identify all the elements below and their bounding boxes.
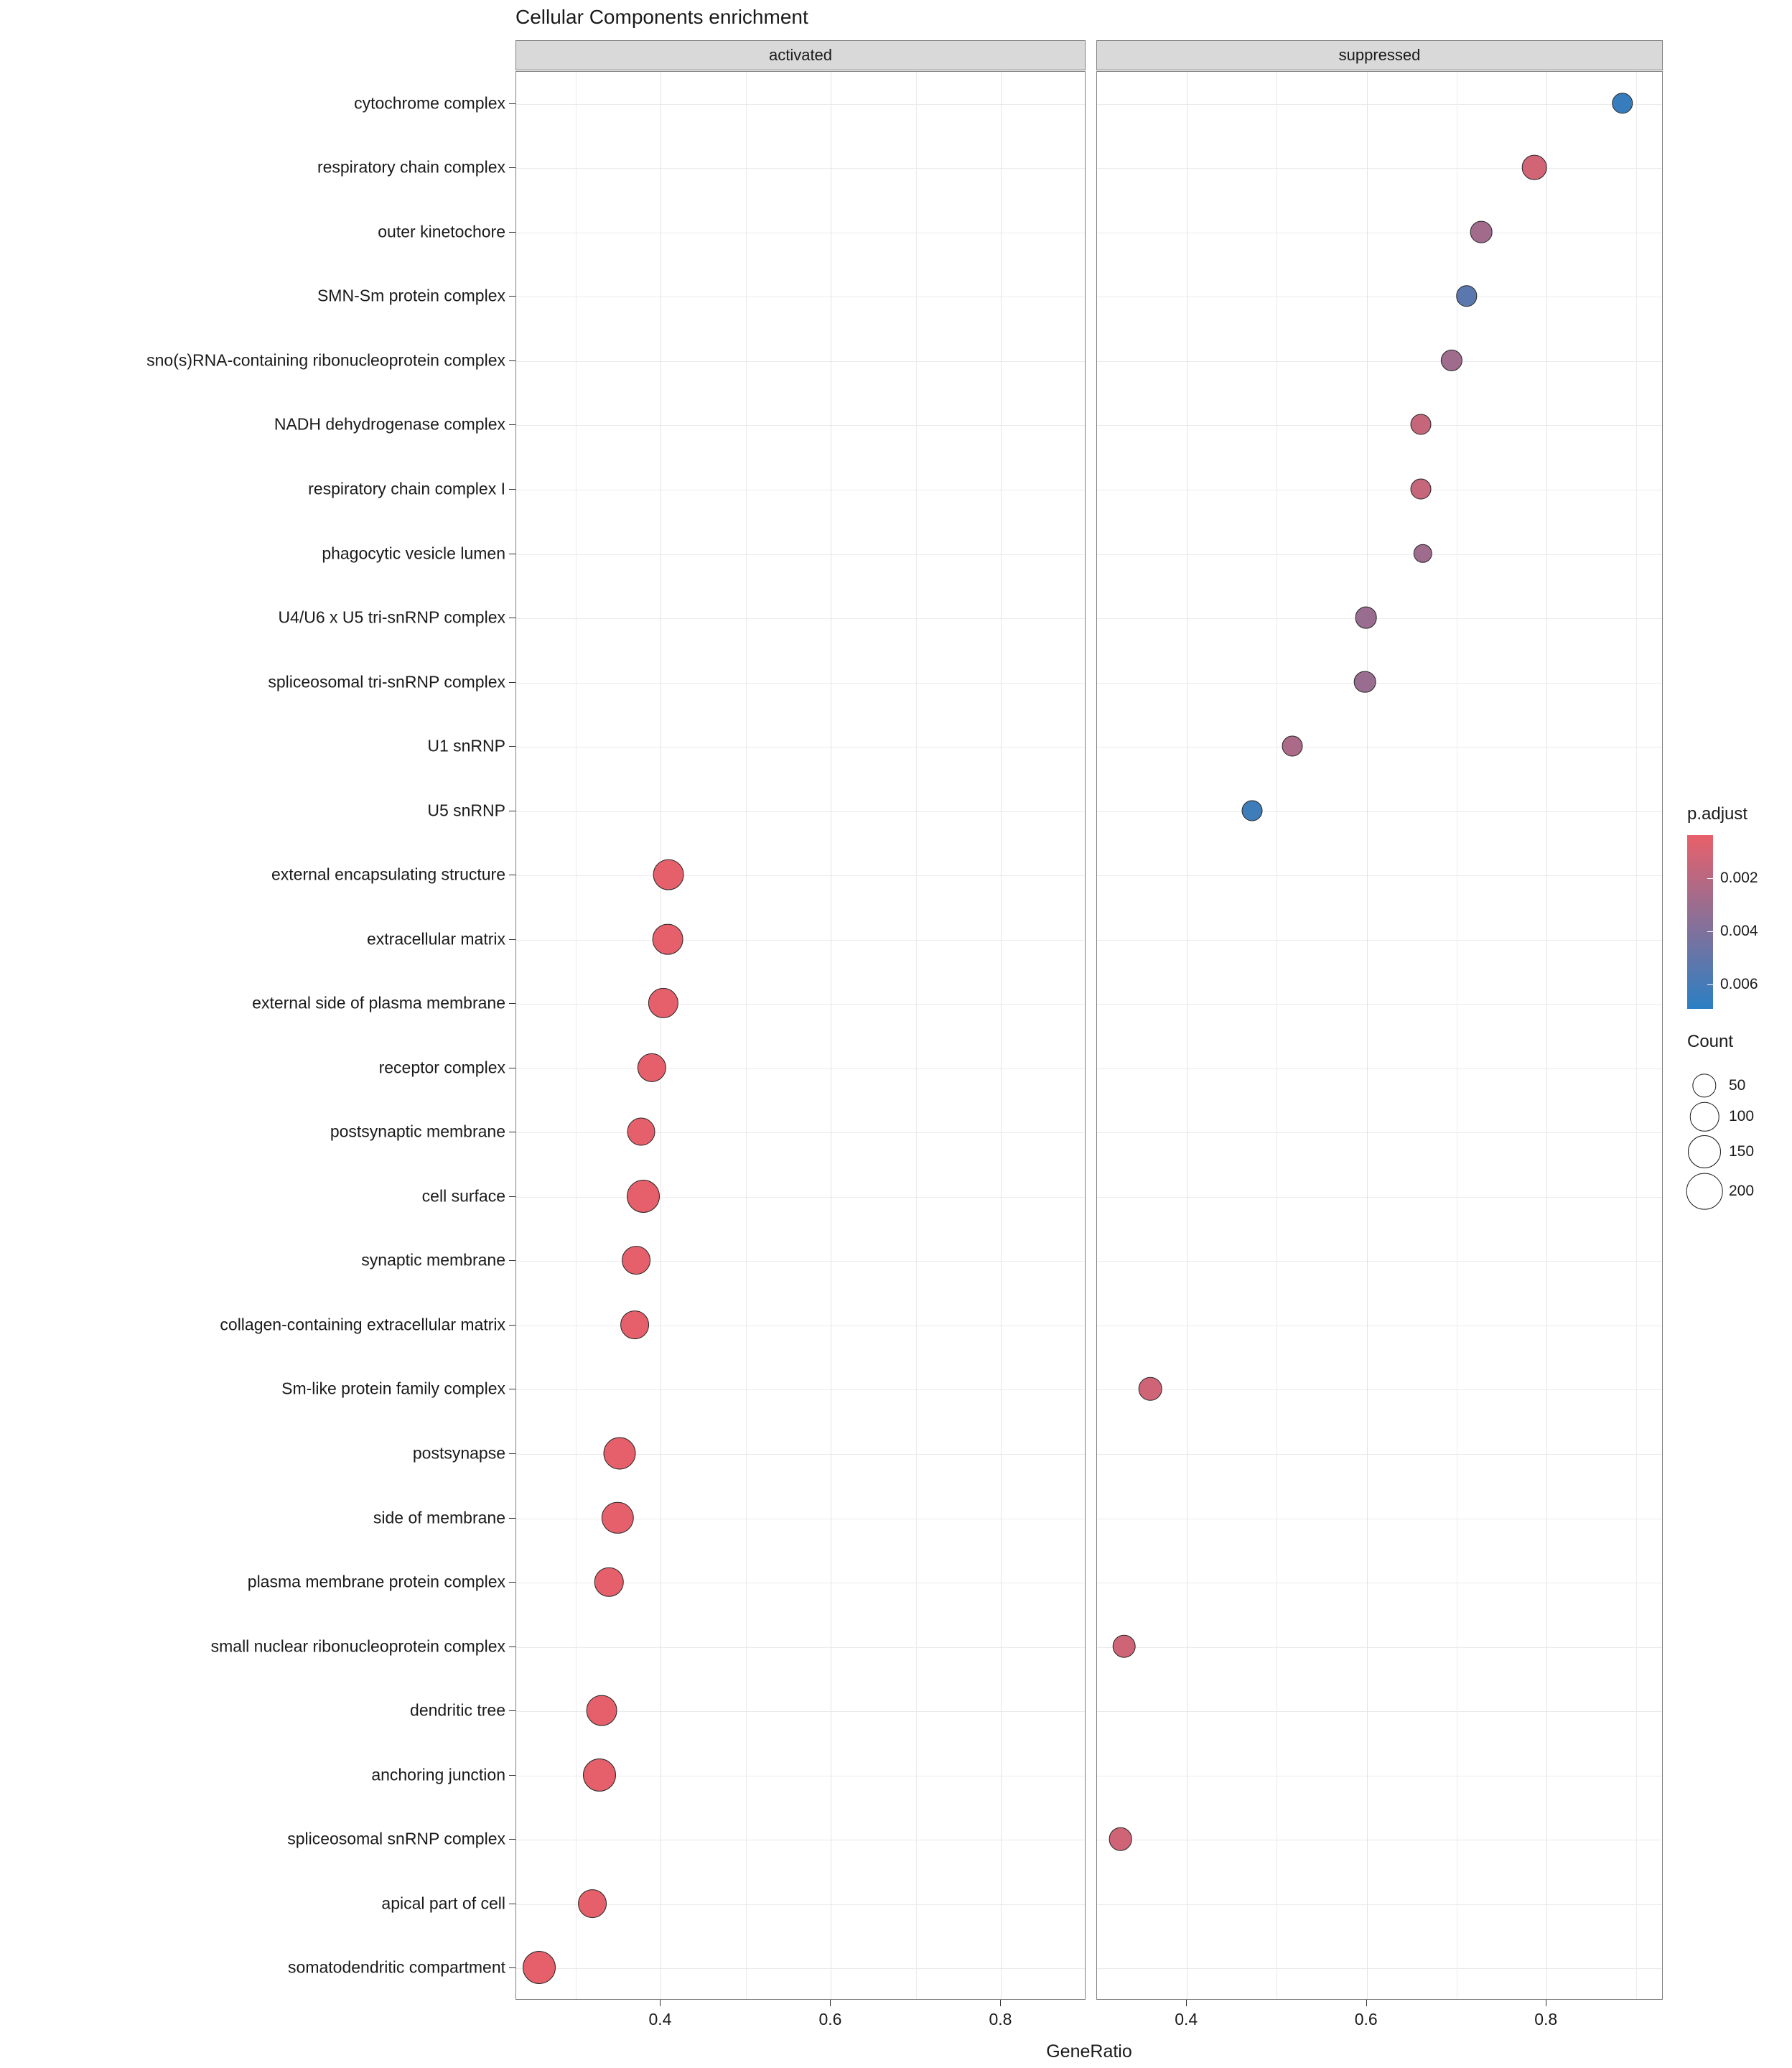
data-point xyxy=(627,1118,655,1146)
gridline-horizontal xyxy=(516,683,1085,684)
y-axis-tick xyxy=(509,1260,515,1261)
data-point xyxy=(1241,800,1262,821)
data-point xyxy=(1109,1827,1133,1851)
gridline-horizontal xyxy=(1097,425,1662,426)
data-point xyxy=(1522,155,1547,180)
y-axis-tick-label: external encapsulating structure xyxy=(271,865,505,884)
y-axis-tick xyxy=(509,1003,515,1004)
y-axis-tick-label: Sm-like protein family complex xyxy=(281,1379,505,1398)
data-point xyxy=(1411,414,1432,435)
data-point xyxy=(523,1951,556,1984)
gridline-horizontal xyxy=(1097,1647,1662,1648)
gridline-horizontal xyxy=(516,1261,1085,1262)
y-axis-tick-label: respiratory chain complex xyxy=(317,157,505,177)
gridline-vertical-minor xyxy=(746,72,747,1999)
gridline-horizontal xyxy=(1097,1454,1662,1455)
y-axis-tick xyxy=(509,1967,515,1968)
data-point xyxy=(603,1437,635,1469)
y-axis-tick xyxy=(509,939,515,940)
gridline-horizontal xyxy=(1097,940,1662,941)
y-axis-tick-label: receptor complex xyxy=(378,1058,505,1077)
legend-title-padjust: p.adjust xyxy=(1687,804,1748,824)
legend-colorbar-tick xyxy=(1707,984,1713,985)
gridline-horizontal xyxy=(516,1647,1085,1648)
legend-colorbar-label: 0.006 xyxy=(1720,976,1758,993)
gridline-vertical xyxy=(1001,72,1002,1999)
legend-title-count: Count xyxy=(1687,1032,1734,1051)
legend-colorbar-tick xyxy=(1707,878,1713,879)
y-axis-tick xyxy=(509,296,515,297)
x-axis-tick-label: 0.6 xyxy=(818,2010,842,2029)
legend-size-circle xyxy=(1686,1173,1723,1210)
y-axis-tick xyxy=(509,424,515,425)
gridline-horizontal xyxy=(1097,554,1662,555)
gridline-horizontal xyxy=(1097,1068,1662,1069)
legend-size-label: 200 xyxy=(1729,1183,1755,1199)
y-axis-tick-label: U5 snRNP xyxy=(427,801,505,820)
gridline-horizontal xyxy=(1097,1197,1662,1198)
y-axis-tick-label: external side of plasma membrane xyxy=(252,993,505,1012)
x-axis-title: GeneRatio xyxy=(1046,2041,1132,2062)
y-axis-tick-label: cell surface xyxy=(421,1186,505,1206)
y-axis-tick xyxy=(509,1775,515,1776)
gridline-horizontal xyxy=(1097,1968,1662,1969)
gridline-horizontal xyxy=(516,1968,1085,1969)
data-point xyxy=(1282,736,1303,757)
y-axis-tick xyxy=(509,1582,515,1583)
data-point xyxy=(1139,1377,1162,1401)
y-axis-tick xyxy=(509,1710,515,1711)
gridline-horizontal xyxy=(1097,1132,1662,1133)
y-axis-tick xyxy=(509,682,515,683)
data-point xyxy=(627,1180,660,1213)
data-point xyxy=(583,1759,616,1792)
y-axis-tick-label: phagocytic vesicle lumen xyxy=(322,544,505,562)
x-axis-tick xyxy=(1186,2000,1187,2006)
x-axis-tick xyxy=(1000,2000,1001,2006)
legend-colorbar-tick xyxy=(1707,931,1713,932)
y-axis-tick-label: postsynaptic membrane xyxy=(330,1122,505,1141)
gridline-horizontal xyxy=(516,1389,1085,1390)
gridline-horizontal xyxy=(516,618,1085,619)
y-axis-tick xyxy=(509,1453,515,1454)
gridline-horizontal xyxy=(516,425,1085,426)
data-point xyxy=(1113,1634,1137,1658)
data-point xyxy=(1411,478,1432,499)
gridline-horizontal xyxy=(516,940,1085,941)
gridline-horizontal xyxy=(516,1132,1085,1133)
y-axis-tick xyxy=(509,1196,515,1197)
legend-size-label: 150 xyxy=(1729,1143,1755,1160)
y-axis-tick-label: anchoring junction xyxy=(371,1765,505,1784)
legend-size-label: 100 xyxy=(1729,1108,1755,1124)
data-point xyxy=(578,1889,607,1918)
y-axis-tick-label: apical part of cell xyxy=(381,1894,505,1913)
legend-size-circle xyxy=(1690,1102,1719,1132)
gridline-horizontal xyxy=(1097,104,1662,105)
x-axis-tick xyxy=(830,2000,831,2006)
gridline-vertical-minor xyxy=(576,72,577,1999)
y-axis-tick-label: respiratory chain complex I xyxy=(308,479,505,498)
y-axis-tick xyxy=(509,746,515,747)
y-axis-tick xyxy=(509,1325,515,1326)
x-axis-tick-label: 0.4 xyxy=(1175,2010,1198,2029)
legend-size-label: 50 xyxy=(1729,1077,1746,1094)
y-axis-tick-label: U1 snRNP xyxy=(427,736,505,755)
gridline-horizontal xyxy=(516,1004,1085,1005)
chart-title: Cellular Components enrichment xyxy=(515,6,808,28)
data-point xyxy=(653,860,684,890)
gridline-horizontal xyxy=(516,1454,1085,1455)
y-axis-tick-label: postsynapse xyxy=(412,1443,505,1463)
y-axis-tick-label: NADH dehydrogenase complex xyxy=(274,414,505,434)
facet-strip-suppressed: suppressed xyxy=(1096,40,1663,70)
gridline-horizontal xyxy=(1097,875,1662,876)
gridline-horizontal xyxy=(1097,618,1662,619)
gridline-horizontal xyxy=(516,168,1085,169)
gridline-vertical xyxy=(1367,72,1368,1999)
gridline-horizontal xyxy=(516,1068,1085,1069)
gridline-horizontal xyxy=(516,811,1085,812)
y-axis-tick-label: synaptic membrane xyxy=(361,1250,505,1270)
gridline-horizontal xyxy=(1097,168,1662,169)
y-axis-tick-label: spliceosomal tri-snRNP complex xyxy=(268,672,505,691)
x-axis-tick-label: 0.8 xyxy=(1534,2010,1558,2029)
data-point xyxy=(1354,671,1376,693)
y-axis-tick-label: cytochrome complex xyxy=(354,93,505,113)
data-point xyxy=(620,1310,649,1339)
gridline-horizontal xyxy=(1097,361,1662,362)
legend-size-circle xyxy=(1688,1135,1721,1168)
gridline-horizontal xyxy=(1097,811,1662,812)
gridline-horizontal xyxy=(516,361,1085,362)
gridline-horizontal xyxy=(1097,1004,1662,1005)
legend-size-circle xyxy=(1692,1073,1716,1097)
data-point xyxy=(653,923,683,954)
gridline-horizontal xyxy=(1097,1261,1662,1262)
y-axis-tick xyxy=(509,167,515,168)
y-axis-tick-label: plasma membrane protein complex xyxy=(247,1572,505,1591)
legend-colorbar-label: 0.004 xyxy=(1720,923,1758,940)
gridline-horizontal xyxy=(516,875,1085,876)
x-axis-tick-label: 0.4 xyxy=(648,2010,672,2029)
plot-panel-suppressed xyxy=(1096,71,1663,2000)
gridline-horizontal xyxy=(1097,683,1662,684)
x-axis-tick-label: 0.8 xyxy=(989,2010,1012,2029)
y-axis-tick xyxy=(509,232,515,233)
x-axis-tick-label: 0.6 xyxy=(1354,2010,1378,2029)
facet-strip-activated: activated xyxy=(515,40,1086,70)
y-axis-tick-label: SMN-Sm protein complex xyxy=(317,286,505,305)
legend-colorbar xyxy=(1687,835,1713,1009)
x-axis-tick xyxy=(660,2000,661,2006)
y-axis-tick-label: spliceosomal snRNP complex xyxy=(287,1829,505,1848)
gridline-vertical xyxy=(1546,72,1547,1999)
y-axis-tick xyxy=(509,1518,515,1519)
gridline-horizontal xyxy=(1097,1711,1662,1712)
y-axis-tick-label: extracellular matrix xyxy=(367,929,505,949)
x-axis-tick xyxy=(1366,2000,1367,2006)
y-axis-tick-label: side of membrane xyxy=(373,1508,505,1527)
gridline-horizontal xyxy=(1097,1904,1662,1905)
y-axis-tick-label: dendritic tree xyxy=(410,1700,505,1720)
y-axis-tick-label: outer kinetochore xyxy=(378,222,505,241)
gridline-vertical-minor xyxy=(916,72,917,1999)
gridline-horizontal xyxy=(516,104,1085,105)
y-axis-tick xyxy=(509,1839,515,1840)
gridline-horizontal xyxy=(516,1197,1085,1198)
y-axis-tick-label: small nuclear ribonucleoprotein complex xyxy=(210,1636,505,1656)
y-axis-tick-label: sno(s)RNA-containing ribonucleoprotein complex xyxy=(146,350,505,370)
y-axis-tick xyxy=(509,489,515,490)
legend-colorbar-label: 0.002 xyxy=(1720,869,1758,886)
y-axis-tick xyxy=(509,103,515,104)
y-axis-tick-label: somatodendritic compartment xyxy=(288,1957,505,1977)
data-point xyxy=(622,1246,650,1275)
y-axis-tick-label: collagen-containing extracellular matrix xyxy=(220,1315,505,1334)
data-point xyxy=(594,1568,624,1597)
gridline-vertical-minor xyxy=(1636,72,1637,1999)
y-axis-tick xyxy=(509,360,515,361)
data-point xyxy=(1470,220,1493,243)
data-point xyxy=(586,1695,617,1726)
gridline-horizontal xyxy=(516,554,1085,555)
gridline-horizontal xyxy=(1097,1389,1662,1390)
data-point xyxy=(1355,607,1377,629)
y-axis-tick-label: U4/U6 x U5 tri-snRNP complex xyxy=(278,607,505,627)
